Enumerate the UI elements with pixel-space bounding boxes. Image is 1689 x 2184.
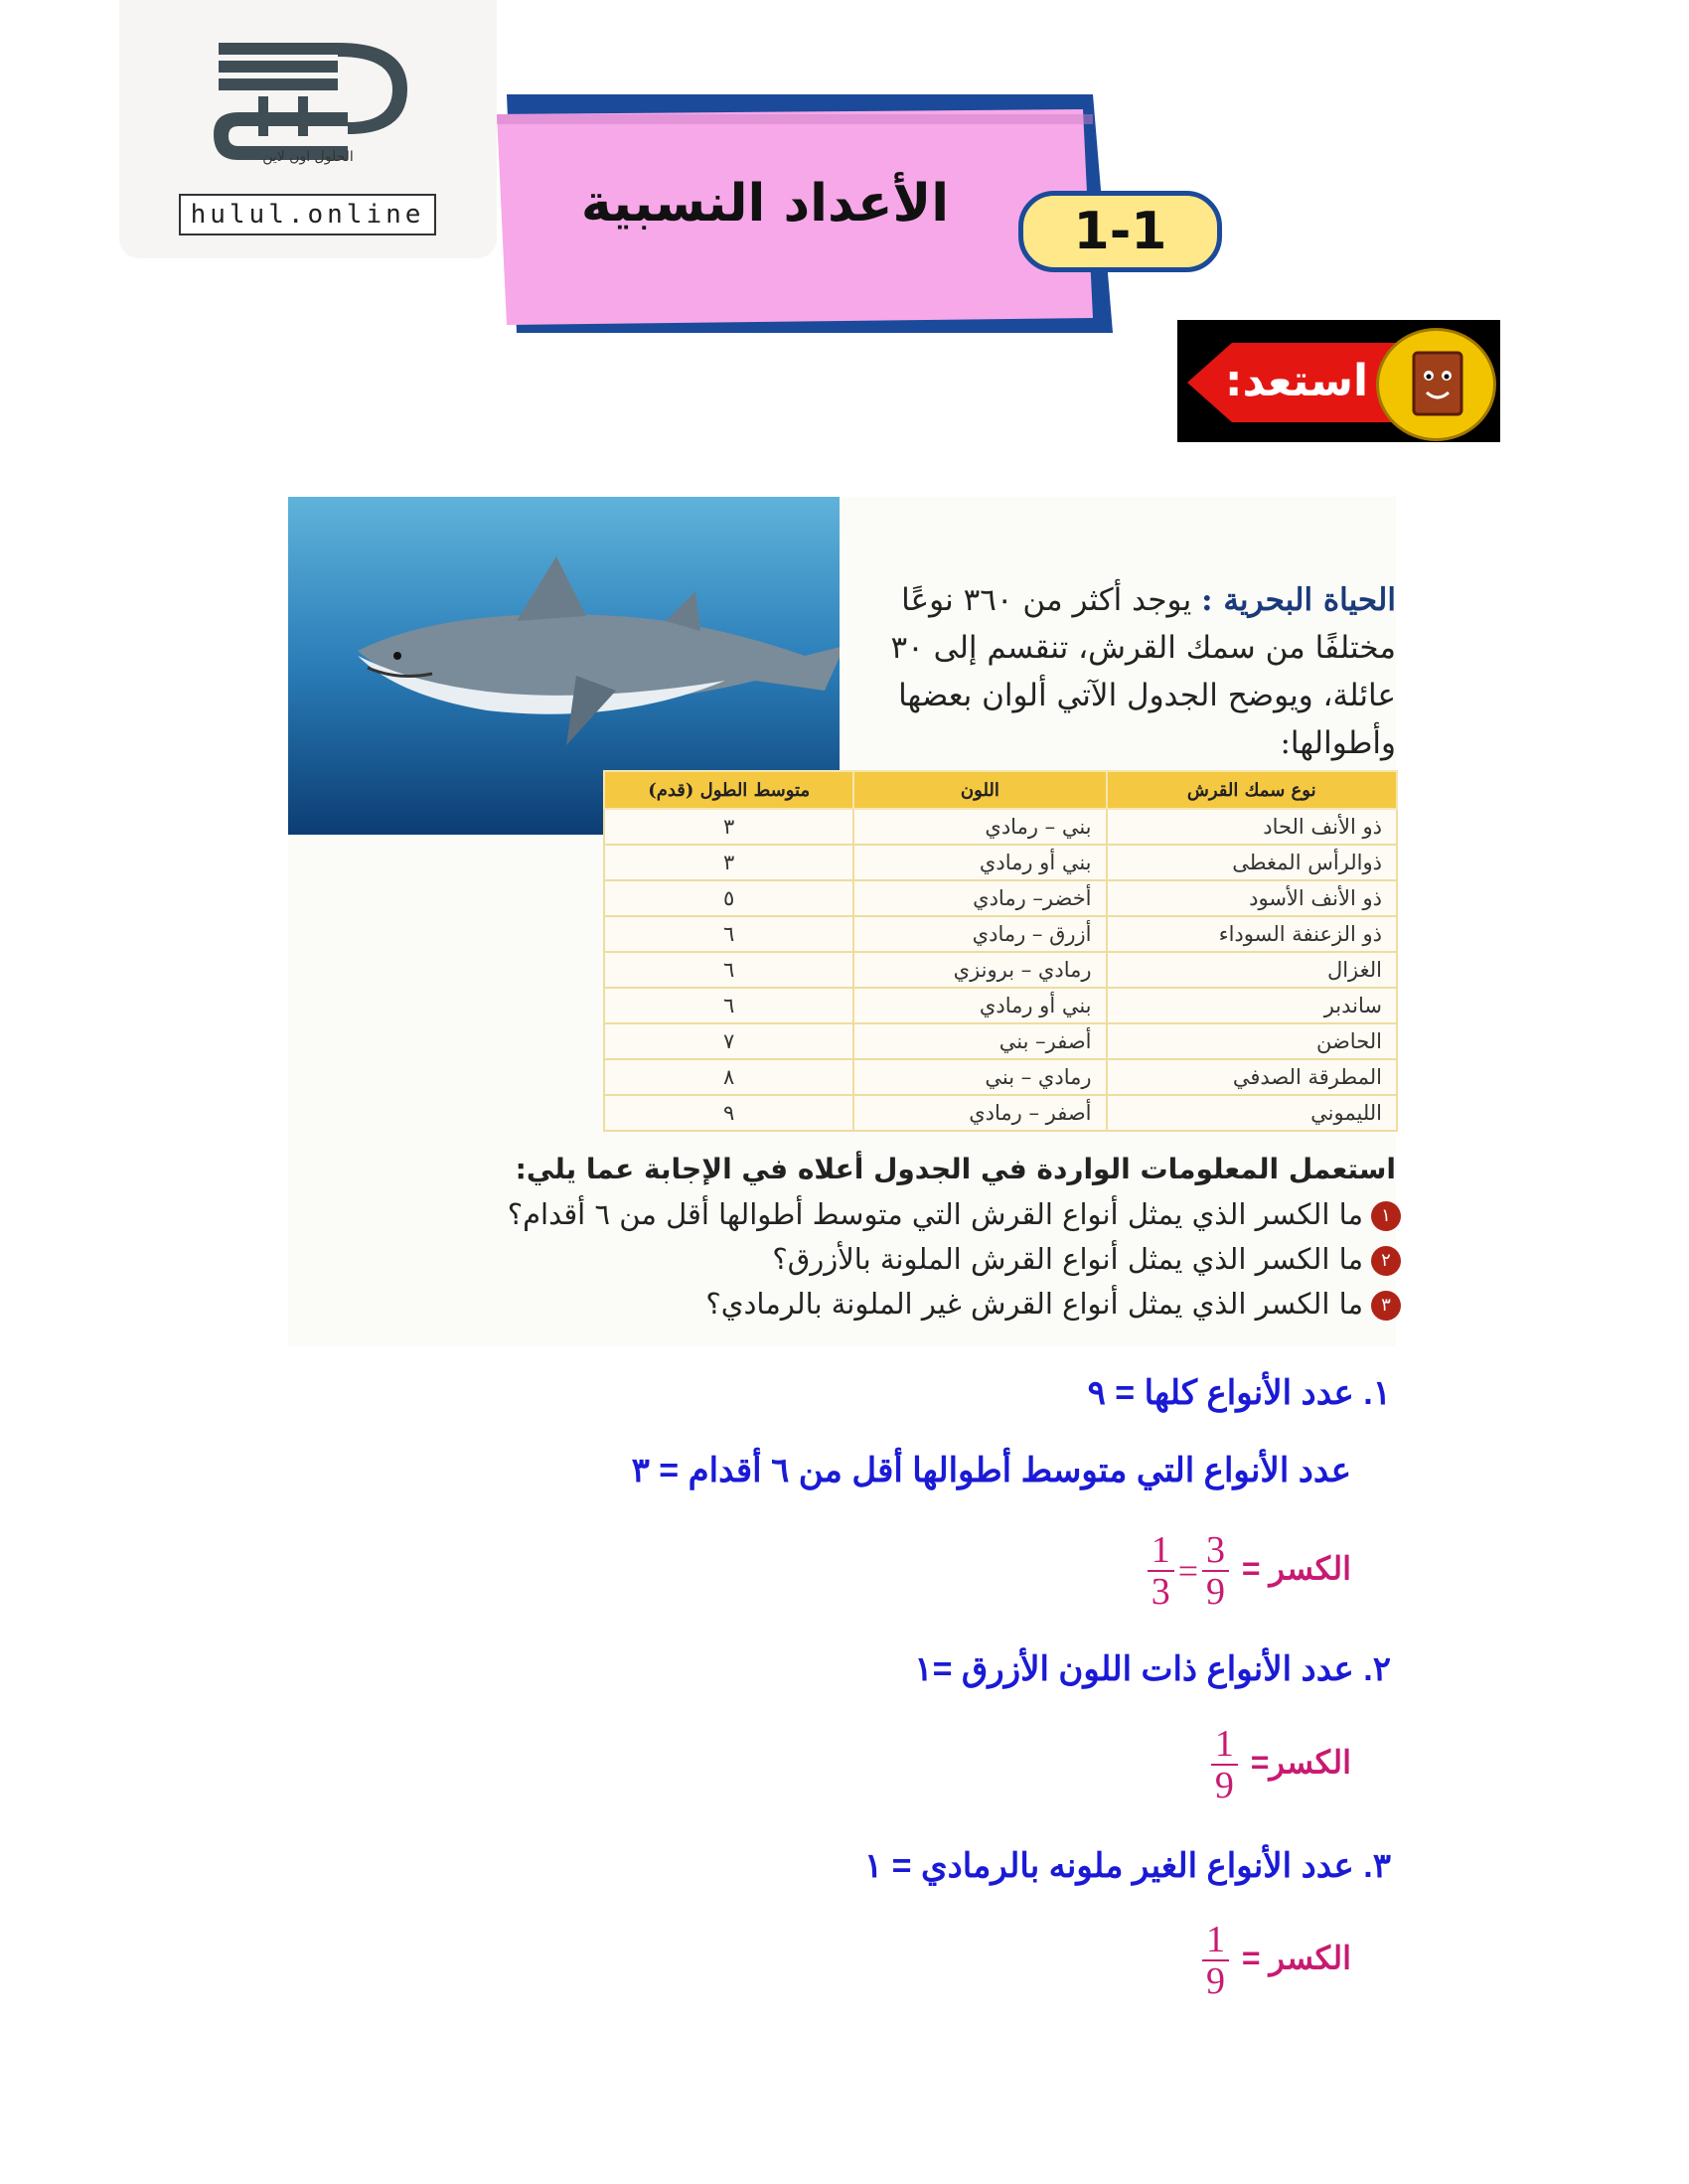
fraction-numerator: 1 <box>1202 1920 1229 1961</box>
fraction-label: الكسر= <box>1250 1744 1351 1781</box>
column-header: اللون <box>853 771 1106 809</box>
fraction <box>1202 1530 1229 1612</box>
fraction-denominator: 9 <box>1214 1765 1234 1806</box>
question-text: ما الكسر الذي يمثل أنواع القرش التي متوسط أطوالها أقل من ٦ أقدام؟ <box>507 1197 1363 1231</box>
table-header-row <box>604 771 1397 809</box>
solution-1-fraction <box>894 1530 1351 1612</box>
solution-2-count: ٢. عدد الأنواع ذات اللون الأزرق =١ <box>914 1650 1391 1688</box>
table-cell: ٩ <box>604 1095 853 1131</box>
table-row <box>604 809 1397 845</box>
fraction-denominator: 3 <box>1151 1571 1170 1613</box>
table-cell: بني – رمادي <box>853 809 1106 845</box>
intro-heading: الحياة البحرية : <box>1201 582 1396 618</box>
table-cell: ٦ <box>604 988 853 1023</box>
fraction-numerator: 3 <box>1202 1530 1229 1572</box>
fraction-numerator: 1 <box>1148 1530 1174 1572</box>
questions-instruction: استعمل المعلومات الواردة في الجدول أعلاه في الإجابة عما يلي: <box>515 1153 1396 1185</box>
column-header: نوع سمك القرش <box>1107 771 1397 809</box>
fraction <box>1202 1920 1229 2001</box>
table-cell: ٥ <box>604 880 853 916</box>
question-item <box>338 1242 1401 1276</box>
column-header: متوسط الطول (قدم) <box>604 771 853 809</box>
table-cell: ٨ <box>604 1059 853 1095</box>
table-cell: بني أو رمادي <box>853 845 1106 880</box>
fraction-numerator: 1 <box>1211 1724 1238 1766</box>
table-cell: ذوالرأس المغطى <box>1107 845 1397 880</box>
table-cell: الغزال <box>1107 952 1397 988</box>
intro-paragraph <box>835 576 1396 767</box>
question-item <box>338 1197 1401 1231</box>
logo-tagline: الحلول اون لاين <box>262 149 354 165</box>
shark-table <box>603 770 1398 1132</box>
table-cell: ٣ <box>604 845 853 880</box>
table-cell: ٦ <box>604 916 853 952</box>
fraction <box>1211 1724 1238 1805</box>
solution-1-total: ١. عدد الأنواع كلها = ٩ <box>1087 1374 1391 1412</box>
fraction-label: الكسر = <box>1241 1550 1351 1587</box>
fraction <box>1148 1530 1174 1612</box>
question-text: ما الكسر الذي يمثل أنواع القرش غير الملونة بالرمادي؟ <box>705 1287 1363 1321</box>
fraction-denominator: 9 <box>1206 1960 1226 2002</box>
ready-label: استعد: <box>1224 356 1369 406</box>
question-text: ما الكسر الذي يمثل أنواع القرش الملونة بالأزرق؟ <box>772 1242 1363 1276</box>
table-cell: المطرقة الصدفي <box>1107 1059 1397 1095</box>
solution-2-fraction <box>994 1724 1351 1805</box>
fraction-denominator: 9 <box>1206 1571 1226 1613</box>
solution-3-fraction <box>994 1920 1351 2001</box>
question-number-badge: ١ <box>1371 1201 1401 1231</box>
table-cell: رمادي – بني <box>853 1059 1106 1095</box>
table-cell: أصفر – رمادي <box>853 1095 1106 1131</box>
table-cell: ذو الأنف الحاد <box>1107 809 1397 845</box>
question-item <box>338 1287 1401 1321</box>
logo-site-url[interactable]: hulul.online <box>179 194 436 235</box>
fraction-label: الكسر = <box>1241 1940 1351 1976</box>
equals-sign: = <box>1177 1551 1199 1591</box>
table-cell: ٧ <box>604 1023 853 1059</box>
table-row <box>604 880 1397 916</box>
table-cell: أصفر– بني <box>853 1023 1106 1059</box>
table-row <box>604 1059 1397 1095</box>
table-cell: ساندبر <box>1107 988 1397 1023</box>
intro-text: يوجد أكثر من ٣٦٠ نوعًا مختلفًا من سمك القرش، تنقسم إلى ٣٠ عائلة، ويوضح الجدول الآتي ألوان بعضها وأطوالها: <box>890 582 1396 761</box>
table-row <box>604 1023 1397 1059</box>
book-mascot-icon <box>1376 328 1496 441</box>
table-cell: الحاضن <box>1107 1023 1397 1059</box>
table-row <box>604 1095 1397 1131</box>
solution-3-count: ٣. عدد الأنواع الغير ملونه بالرمادي = ١ <box>863 1847 1391 1885</box>
table-cell: الليموني <box>1107 1095 1397 1131</box>
table-cell: أزرق – رمادي <box>853 916 1106 952</box>
lesson-title: الأعداد النسبية <box>580 174 950 234</box>
table-cell: رمادي – برونزي <box>853 952 1106 988</box>
table-row <box>604 916 1397 952</box>
table-cell: بني أو رمادي <box>853 988 1106 1023</box>
table-row <box>604 988 1397 1023</box>
table-cell: ذو الأنف الأسود <box>1107 880 1397 916</box>
table-row <box>604 952 1397 988</box>
table-cell: ٣ <box>604 809 853 845</box>
table-cell: ذو الزعنفة السوداء <box>1107 916 1397 952</box>
table-row <box>604 845 1397 880</box>
table-cell: ٦ <box>604 952 853 988</box>
table-cell: أخضر– رمادي <box>853 880 1106 916</box>
solution-1-count: عدد الأنواع التي متوسط أطوالها أقل من ٦ أقدام = ٣ <box>631 1452 1351 1489</box>
question-number-badge: ٢ <box>1371 1246 1401 1276</box>
question-number-badge: ٣ <box>1371 1291 1401 1321</box>
lesson-number-badge: 1-1 <box>1018 191 1222 272</box>
